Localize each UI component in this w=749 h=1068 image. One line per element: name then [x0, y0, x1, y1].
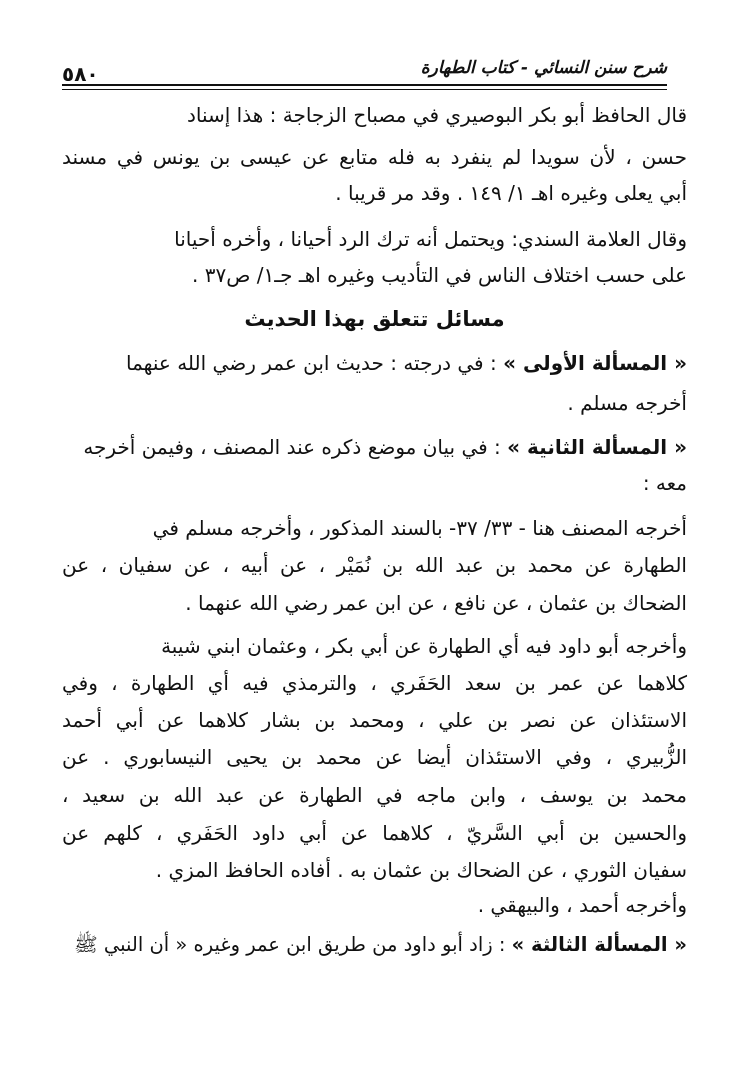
- paragraph-4-line-8: وأخرجه أحمد ، والبيهقي .: [477, 893, 687, 917]
- issue-1-label: « المسألة الأولى »: [503, 351, 687, 375]
- issue-2-text: : في بيان موضع ذكره عند المصنف ، وفيمن أخرجه: [83, 435, 501, 459]
- issue-2-label: « المسألة الثانية »: [507, 435, 687, 459]
- paragraph-4-line-7: سفيان الثوري ، عن الضحاك بن عثمان به . أفاده الحافظ المزي .: [155, 858, 687, 882]
- paragraph-4-line-5: محمد بن يوسف ، وابن ماجه في الطهارة عن عبد الله بن سعيد ،: [62, 783, 687, 807]
- paragraph-4-line-4: الزُّبيري ، وفي الاستئذان أيضا عن محمد بن يحيى النيسابوري . عن: [62, 745, 687, 769]
- issue-3-text: : زاد أبو داود من طريق ابن عمر وغيره « أن النبي ﷺ: [74, 933, 506, 956]
- paragraph-3-line-3: الضحاك بن عثمان ، عن نافع ، عن ابن عمر رضي الله عنهما .: [185, 591, 687, 615]
- paragraph-1-line-1: قال الحافظ أبو بكر البوصيري في مصباح الزجاجة : هذا إسناد: [186, 103, 687, 127]
- issue-3-label: « المسألة الثالثة »: [511, 933, 687, 956]
- running-title: شرح سنن النسائي - كتاب الطهارة: [420, 58, 667, 78]
- paragraph-4-line-1: وأخرجه أبو داود فيه أي الطهارة عن أبي بكر ، وعثمان ابني شيبة: [161, 634, 687, 658]
- header-rule: [62, 84, 667, 86]
- paragraph-3-line-2: الطهارة عن محمد بن عبد الله بن نُمَيْر ، عن أبيه ، عن سفيان ، عن: [62, 553, 687, 577]
- paragraph-1-line-2: حسن ، لأن سويدا لم ينفرد به فله متابع عن عيسى بن يونس في مسند: [62, 145, 687, 169]
- paragraph-1-line-3: أبي يعلى وغيره اهـ ١/ ١٤٩ . وقد مر قريبا .: [335, 181, 687, 205]
- paragraph-4-line-2: كلاهما عن عمر بن سعد الحَفَري ، والترمذي فيه أي الطهارة ، وفي: [62, 671, 687, 695]
- issue-2-line-2: معه :: [642, 471, 687, 495]
- issue-1-line-2: أخرجه مسلم .: [567, 391, 687, 415]
- paragraph-2-line-2: على حسب اختلاف الناس في التأديب وغيره اهـ جـ١/ ص٣٧ .: [192, 263, 687, 287]
- issue-1-text: : في درجته : حديث ابن عمر رضي الله عنهما: [126, 351, 497, 375]
- paragraph-3-line-1: أخرجه المصنف هنا - ٣٣/ ٣٧- بالسند المذكور ، وأخرجه مسلم في: [152, 516, 687, 540]
- paragraph-4-line-6: والحسين بن أبي السَّريّ ، كلاهما عن أبي داود الحَفَري ، كلهم عن: [62, 821, 687, 845]
- page-header: [62, 48, 667, 88]
- issue-2-line-1: [83, 432, 687, 462]
- issue-3-line-1: [74, 930, 687, 960]
- issue-1-line-1: [126, 348, 687, 378]
- paragraph-4-line-3: الاستئذان عن نصر بن علي ، ومحمد بن بشار كلاهما عن أبي أحمد: [62, 708, 687, 732]
- paragraph-2-line-1: وقال العلامة السندي: ويحتمل أنه ترك الرد أحيانا ، وأخره أحيانا: [174, 227, 687, 251]
- section-heading: مسائل تتعلق بهذا الحديث: [244, 307, 505, 331]
- page-number: ٥٨٠: [62, 62, 99, 86]
